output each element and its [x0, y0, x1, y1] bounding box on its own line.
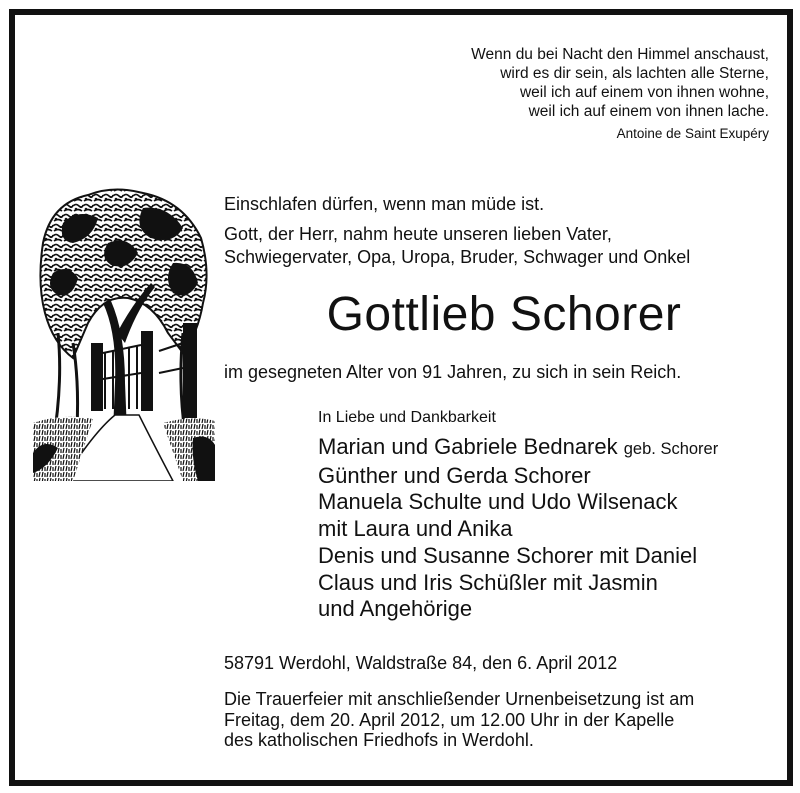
- deceased-name: Gottlieb Schorer: [326, 288, 682, 341]
- mourner-line: Claus und Iris Schüßler mit Jasmin: [318, 569, 658, 595]
- tree-and-gate-illustration-icon: [33, 183, 215, 481]
- quote-line: weil ich auf einem von ihnen lache.: [528, 103, 769, 120]
- quote-block: [471, 45, 769, 143]
- place-date: 58791 Werdohl, Waldstraße 84, den 6. April 2012: [224, 653, 618, 673]
- mourner-line: Günther und Gerda Schorer: [318, 462, 591, 488]
- mourners-intro: In Liebe und Dankbarkeit: [318, 409, 496, 426]
- mourner-line: mit Laura und Anika: [318, 516, 513, 542]
- mourners-list: [318, 434, 718, 623]
- intro-line: Schwiegervater, Opa, Uropa, Bruder, Schwager und Onkel: [224, 247, 691, 267]
- mourner-line: Denis und Susanne Schorer mit Daniel: [318, 542, 698, 568]
- mourner-line: [318, 434, 718, 463]
- mourner-line: Manuela Schulte und Udo Wilsenack: [318, 489, 678, 515]
- intro-text: [224, 223, 690, 269]
- lead-text: Einschlafen dürfen, wenn man müde ist.: [224, 194, 545, 214]
- quote-line: wird es dir sein, als lachten alle Sterne,: [500, 65, 769, 82]
- quote-line: weil ich auf einem von ihnen wohne,: [519, 84, 769, 101]
- service-line: des katholischen Friedhofs in Werdohl.: [224, 730, 534, 750]
- intro-line: Gott, der Herr, nahm heute unseren lieben Vater,: [224, 224, 612, 244]
- service-line: Die Trauerfeier mit anschließender Urnenbeisetzung ist am: [224, 689, 695, 709]
- mourner-name: Marian und Gabriele Bednarek: [318, 434, 618, 459]
- mourner-suffix: geb. Schorer: [623, 440, 719, 458]
- age-text: im gesegneten Alter von 91 Jahren, zu sich in sein Reich.: [224, 362, 682, 382]
- service-line: Freitag, dem 20. April 2012, um 12.00 Uhr in der Kapelle: [224, 709, 675, 730]
- quote-author: Antoine de Saint Exupéry: [616, 126, 769, 141]
- mourner-line: und Angehörige: [318, 596, 473, 622]
- quote-line: Wenn du bei Nacht den Himmel anschaust,: [471, 46, 769, 63]
- obituary-notice: [9, 9, 793, 786]
- service-info: [224, 689, 694, 751]
